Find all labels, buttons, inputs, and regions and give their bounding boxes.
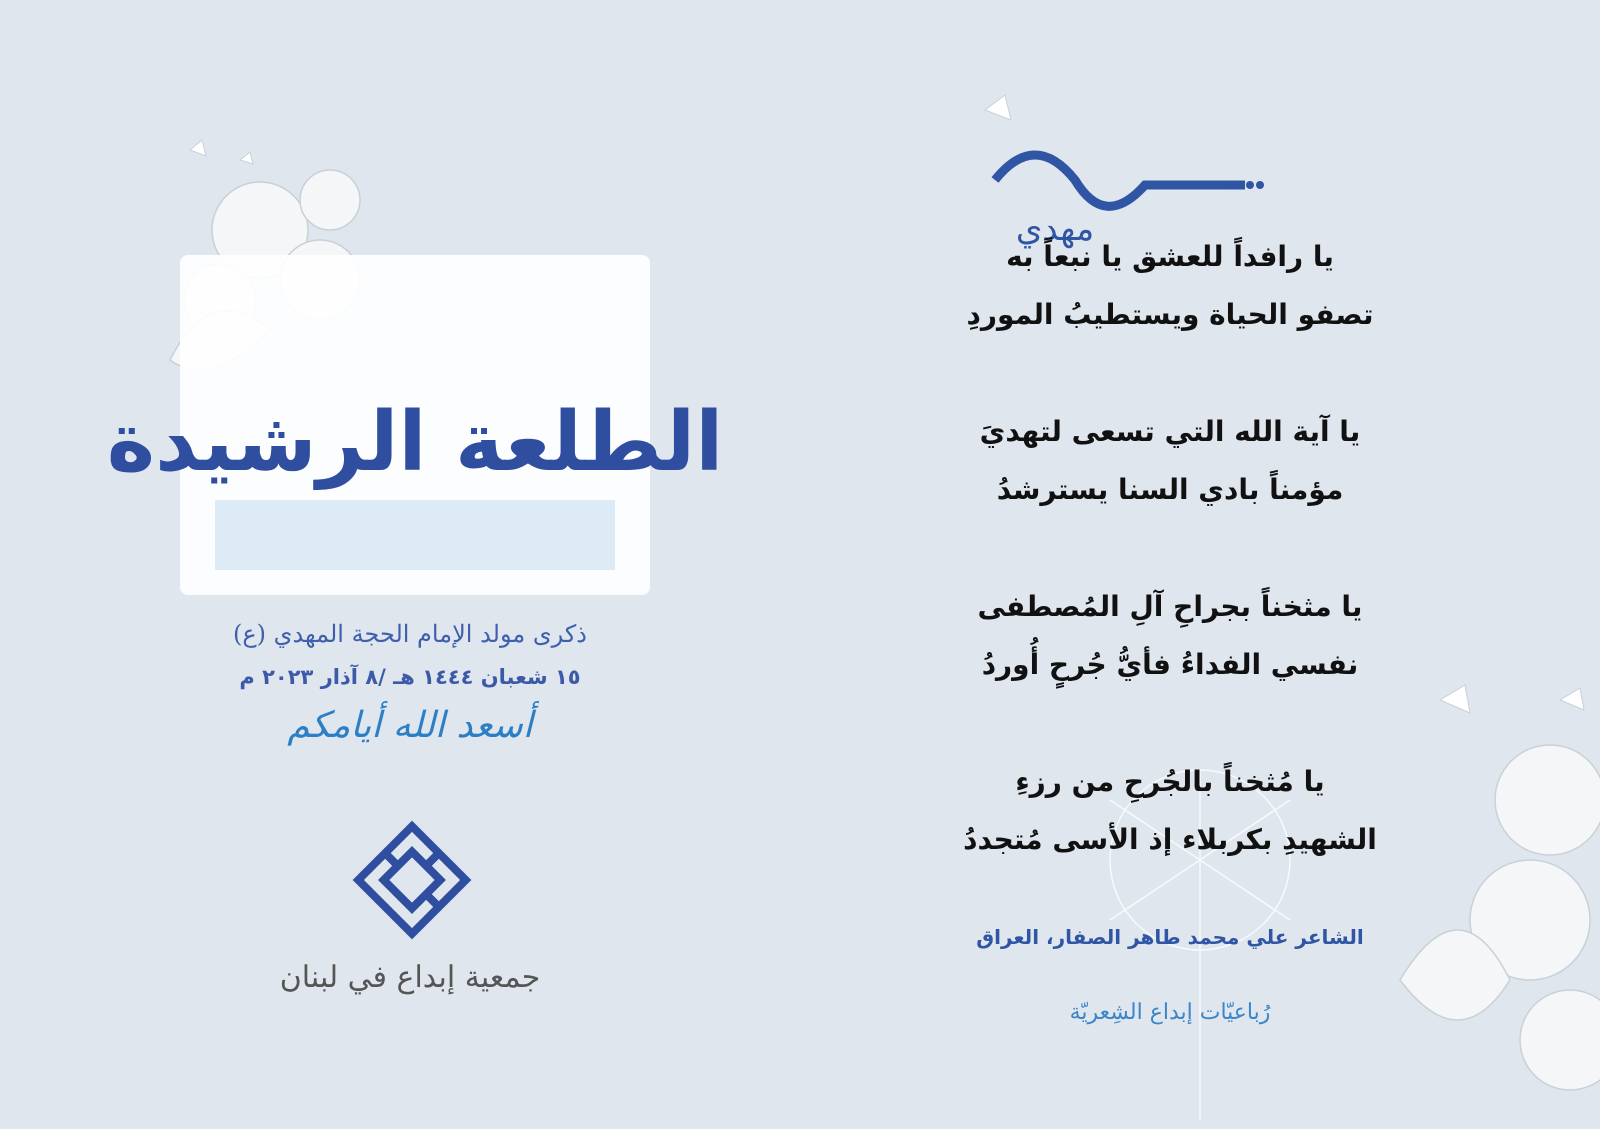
series-title: رُباعيّات إبداع الشِعريّة (1069, 1000, 1271, 1025)
verse-line: يا مُثخناً بالجُرحِ من رزءِ (1015, 765, 1325, 798)
occasion-text: ذكرى مولد الإمام الحجة المهدي (ع) (232, 620, 587, 648)
verse-line: يا رافداً للعشق يا نبعاً به (1006, 240, 1334, 273)
poet-name: الشاعر علي محمد طاهر الصفار، العراق (976, 925, 1364, 949)
verse-line: نفسي الفداءُ فأيُّ جُرحٍ أُوردُ (981, 648, 1359, 681)
verse-line: يا آية الله التي تسعى لتهديَ (979, 415, 1361, 448)
verse-line: مؤمناً بادي السنا يسترشدُ (996, 473, 1344, 506)
title-calligraphy-text: الطلعة الرشيدة (106, 395, 724, 490)
mahdi-calligraphy (975, 90, 1275, 260)
verse-line: الشهيدِ بكربلاء إذ الأسى مُتجددُ (963, 823, 1377, 856)
verse-line: تصفو الحياة ويستطيبُ الموردِ (966, 298, 1374, 331)
right-panel (860, 40, 1480, 1100)
left-panel (106, 120, 724, 1050)
mahdi-calligraphy-text: مهدي (1015, 209, 1095, 249)
association-name: جمعية إبداع في لبنان (279, 960, 541, 995)
date-text: ١٥ شعبان ١٤٤٤ هـ /٨ آذار ٢٠٢٣ م (239, 665, 581, 689)
greeting-calligraphy: أسعد الله أيامكم (287, 705, 533, 746)
verse-line: يا مثخناً بجراحِ آلِ المُصطفى (977, 590, 1363, 623)
kufic-square-logo (352, 820, 472, 940)
title-calligraphy (106, 250, 724, 600)
